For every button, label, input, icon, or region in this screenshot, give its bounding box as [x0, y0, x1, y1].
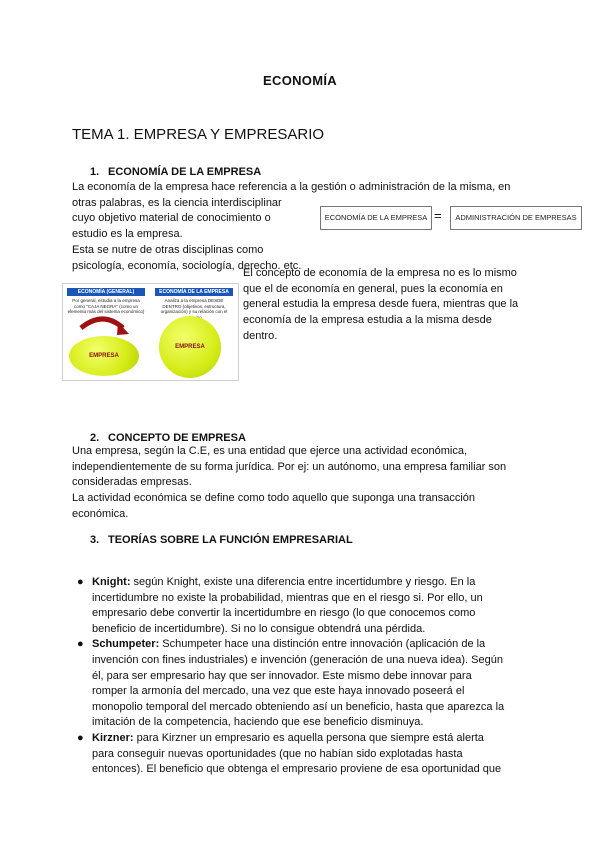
section-title: CONCEPTO DE EMPRESA	[108, 432, 246, 444]
section-number: 3.	[90, 534, 100, 546]
theories-list	[72, 575, 532, 778]
text-line: La actividad económica se define como todo aquello que suponga una transacción	[72, 492, 475, 505]
text-line: estudio es la empresa.	[72, 228, 183, 241]
text-line: La economía de la empresa hace referencia a la gestión o administración de la misma, en	[72, 181, 511, 193]
bullet-term: Kirzner:	[92, 731, 134, 744]
bullet-icon: ●	[77, 731, 84, 744]
text-line: dentro.	[243, 329, 278, 342]
text-line: Una empresa, según la C.E, es una entidad que ejerce una actividad económica,	[72, 445, 468, 457]
economy-comparison-figure	[62, 283, 239, 381]
text-line: cuyo objetivo material de conocimiento o	[72, 212, 271, 225]
left-panel-title: ECONOMÍA (GENERAL)	[67, 288, 145, 296]
curved-arrow-left	[81, 319, 123, 328]
equals-sign: =	[434, 208, 442, 223]
text-line: El concepto de economía de la empresa no es lo mismo	[243, 267, 517, 279]
text-line: entonces). El beneficio que obtenga el empresario proviene de esa oportunidad que	[92, 763, 502, 776]
right-panel-desc: Analiza a la empresa DESDE DENTRO (objetivos, estructura, organización) y su relación con el	[160, 298, 228, 314]
bullet-term: Knight:	[92, 576, 131, 588]
list-item-kirzner	[72, 731, 532, 778]
text-line: incertidumbre no existe la probabilidad, mientras que en el riesgo si. Por ello, un	[92, 591, 483, 604]
text-line: Esta se nutre de otras disciplinas como	[72, 243, 264, 256]
section-number: 1.	[90, 166, 100, 178]
text-line: beneficio de incertidumbre). Si no lo consigue obtendrá una pérdida.	[92, 622, 426, 635]
section-title: ECONOMÍA DE LA EMPRESA	[108, 166, 262, 178]
list-item-knight	[72, 575, 532, 637]
equivalence-diagram	[320, 206, 580, 230]
text-line: psicología, economía, sociología, derecho. etc.	[72, 259, 302, 272]
empresa-circle-left: EMPRESA	[69, 336, 139, 376]
page-title: ECONOMÍA	[263, 73, 337, 88]
section-1-heading	[90, 166, 261, 178]
tema-heading: TEMA 1. EMPRESA Y EMPRESARIO	[72, 126, 325, 143]
text-line: económica.	[72, 507, 129, 520]
administracion-box: ADMINISTRACIÓN DE EMPRESAS	[450, 206, 582, 230]
text-line: invención con fines industriales) e invención (generación de una nueva idea). Según	[92, 653, 503, 666]
text-line: empresario debe convertir la incertidumbre en riesgo (lo que conocemos como	[92, 607, 476, 620]
text-line: consideradas empresas.	[72, 476, 192, 489]
text-line: imitación de la competencia, haciendo que ese beneficio disminuya.	[92, 716, 424, 729]
section-title: TEORÍAS SOBRE LA FUNCIÓN EMPRESARIAL	[108, 534, 353, 546]
arrowhead-left	[117, 322, 129, 335]
bullet-icon: ●	[77, 576, 84, 588]
left-panel-desc: Por general, estudia a la empresa como "CAJA NEGRA" (como un elemento más del sistema económico)	[67, 298, 145, 314]
text-line: Schumpeter hace una distinción entre innovación (aplicación de la	[159, 638, 486, 651]
text-line: general estudia la empresa desde fuera, mientras que la	[243, 298, 519, 311]
section-2-heading	[90, 432, 246, 444]
text-line: para Kirzner un empresario es aquella persona que siempre está alerta	[133, 731, 484, 744]
text-line: según Knight, existe una diferencia entre incertidumbre y riesgo. En la	[130, 576, 476, 588]
bullet-icon: ●	[77, 638, 84, 651]
text-line: él, para ser empresario hay que ser innovador. Este mismo debe innovar para	[92, 669, 472, 682]
section-2-text	[72, 444, 542, 523]
text-line: para conseguir nuevas oportunidades (que no habían sido explotadas hasta	[92, 747, 463, 760]
section-3-heading	[90, 534, 353, 546]
text-line: independientemente de su forma jurídica. Por ej: un autónomo, una empresa familiar son	[72, 460, 507, 473]
text-line: que el de economía en general, pues la economía en	[243, 282, 503, 295]
text-line: romper la armonía del mercado, una vez que este haya innovado poseerá el	[92, 685, 465, 698]
text-line: otras palabras, es la ciencia interdisciplinar	[72, 196, 282, 209]
section-1-right-text	[243, 266, 543, 345]
list-item-schumpeter	[72, 637, 532, 731]
bullet-term: Schumpeter:	[92, 638, 160, 651]
text-line: monopolio temporal del mercado obteniendo así un beneficio, hasta que aparezca la	[92, 700, 505, 713]
right-panel-title: ECONOMÍA DE LA EMPRESA	[155, 288, 233, 296]
text-line: economía de la empresa estudia a la misma desde	[243, 314, 492, 327]
empresa-circle-right: EMPRESA	[159, 316, 221, 378]
section-number: 2.	[90, 432, 100, 444]
economia-empresa-box: ECONOMÍA DE LA EMPRESA	[320, 206, 432, 230]
